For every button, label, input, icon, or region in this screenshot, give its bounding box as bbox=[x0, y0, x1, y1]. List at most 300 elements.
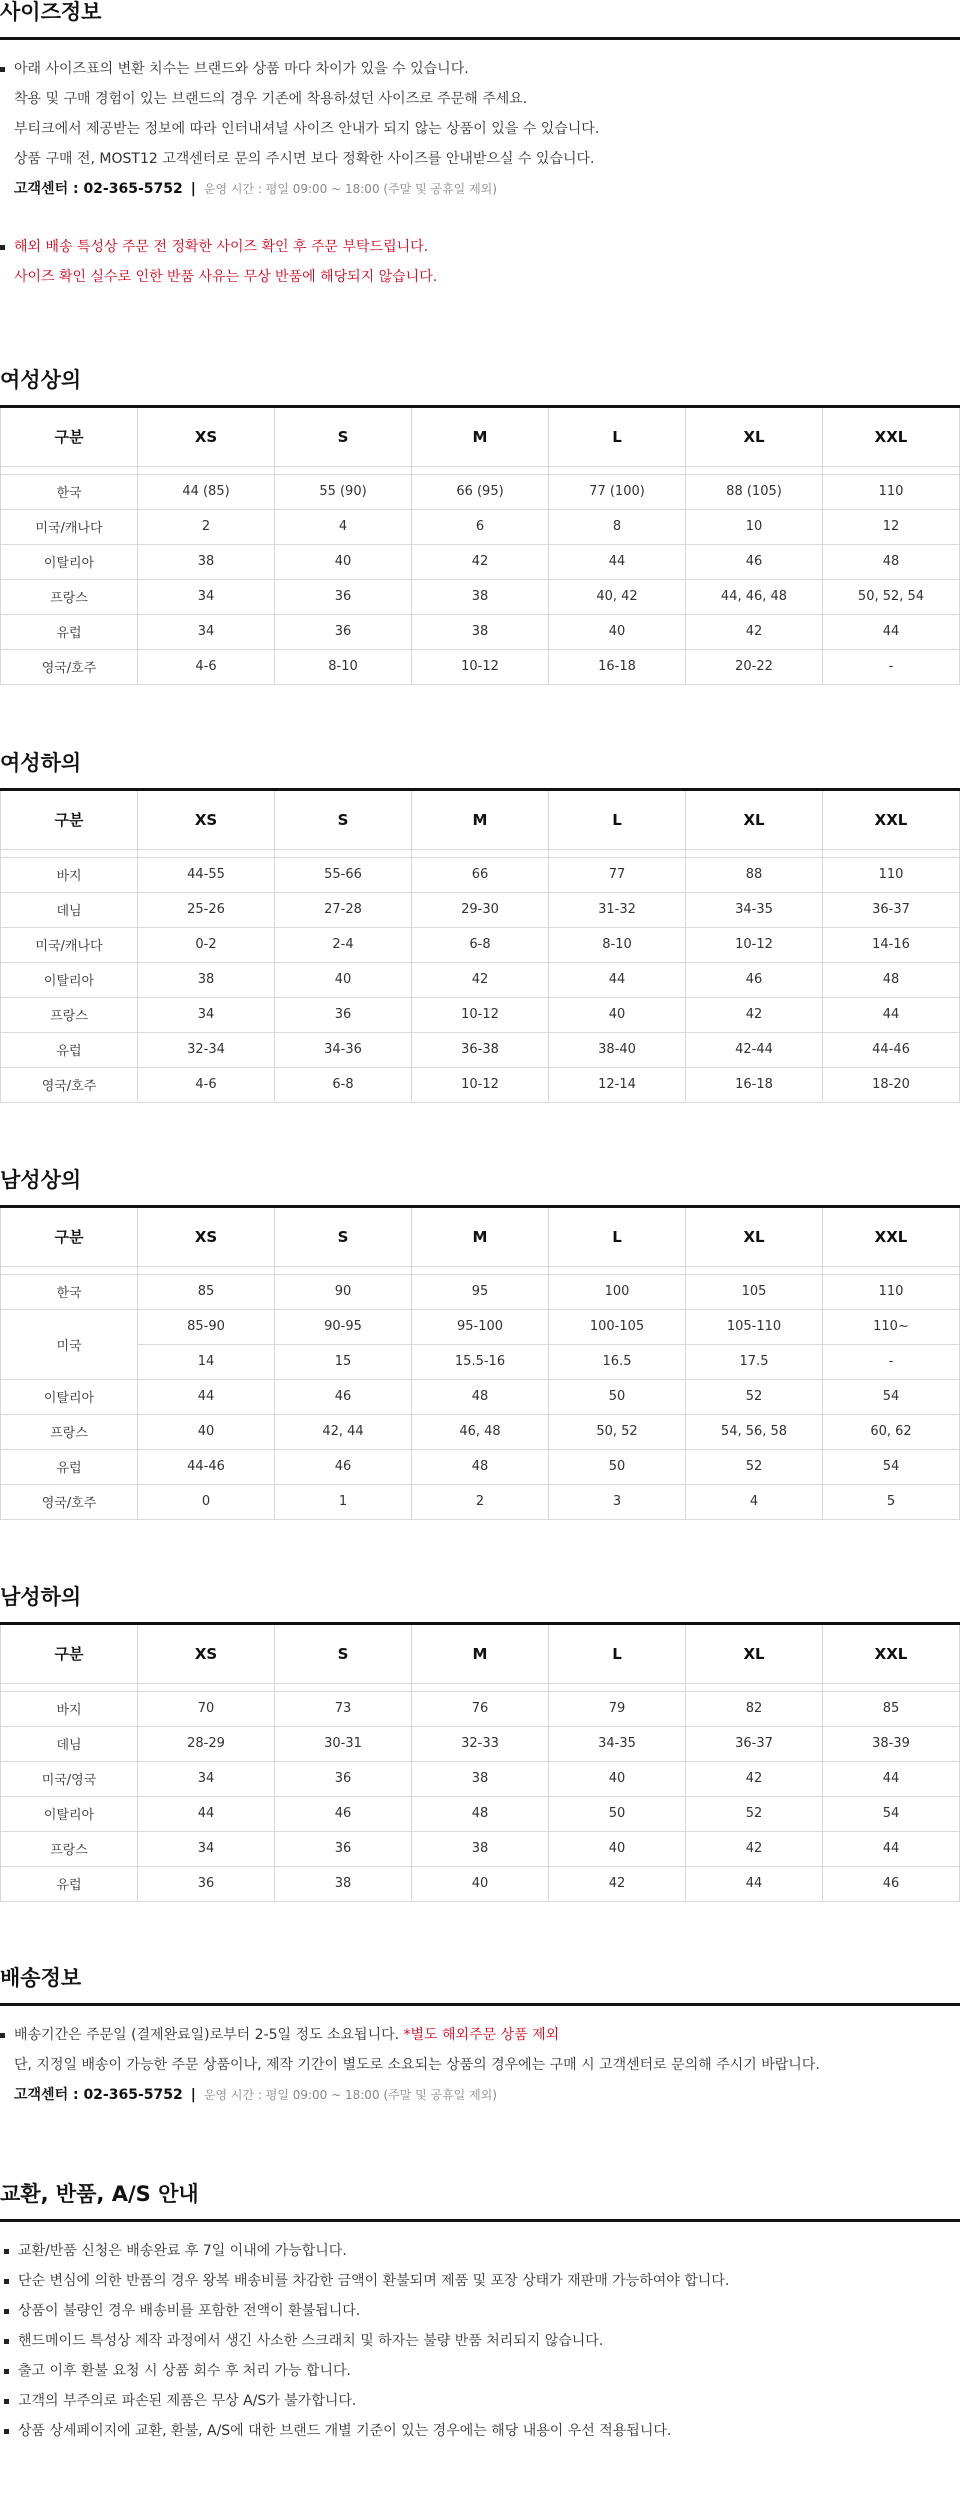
spacer-cell bbox=[138, 1266, 275, 1274]
size-cell: 48 bbox=[823, 544, 960, 579]
size-cell: 40 bbox=[138, 1414, 275, 1449]
table-row bbox=[1, 1761, 960, 1796]
size-cell: 10-12 bbox=[412, 649, 549, 684]
operating-hours: 운영 시간 : 평일 09:00 ~ 18:00 (주말 및 공휴일 제외) bbox=[203, 2088, 497, 2103]
size-cell: 48 bbox=[412, 1379, 549, 1414]
shipping-period-text: 배송기간은 주문일 (결제완료일)로부터 2-5일 정도 소요됩니다. bbox=[14, 2027, 400, 2044]
size-cell: 44 bbox=[138, 1379, 275, 1414]
returns-title: 교환, 반품, A/S 안내 bbox=[0, 2182, 960, 2222]
size-cell: 38 bbox=[275, 1866, 412, 1901]
size-cell: 4-6 bbox=[138, 1067, 275, 1102]
size-cell: 34 bbox=[138, 614, 275, 649]
row-label-cell: 프랑스 bbox=[1, 1831, 138, 1866]
column-header-category: 구분 bbox=[1, 1625, 138, 1683]
row-label-cell: 프랑스 bbox=[1, 579, 138, 614]
size-cell: 42 bbox=[686, 997, 823, 1032]
table-header-row bbox=[1, 791, 960, 849]
size-cell: 18-20 bbox=[823, 1067, 960, 1102]
size-cell: 42 bbox=[412, 544, 549, 579]
size-cell: 38-40 bbox=[549, 1032, 686, 1067]
size-cell: 34 bbox=[138, 579, 275, 614]
row-label-cell: 한국 bbox=[1, 1274, 138, 1309]
returns-item: 단순 변심에 의한 반품의 경우 왕복 배송비를 차감한 금액이 환불되며 제품 및 포장 상태가 재판매 가능하여야 합니다. bbox=[0, 2266, 960, 2296]
spacer-cell bbox=[275, 466, 412, 474]
row-label-cell: 바지 bbox=[1, 857, 138, 892]
size-cell: 105 bbox=[686, 1274, 823, 1309]
size-cell: 52 bbox=[686, 1449, 823, 1484]
size-cell: 6-8 bbox=[412, 927, 549, 962]
shipping-section bbox=[0, 1966, 960, 2110]
size-cell: 79 bbox=[549, 1691, 686, 1726]
size-cell: 44 bbox=[823, 1831, 960, 1866]
women-top-section bbox=[0, 368, 960, 685]
spacer-cell bbox=[549, 849, 686, 857]
table-header-row bbox=[1, 408, 960, 466]
size-info-section bbox=[0, 0, 960, 292]
size-cell: 36-37 bbox=[823, 892, 960, 927]
table-row bbox=[1, 1484, 960, 1519]
size-cell: 110 bbox=[823, 857, 960, 892]
row-label-cell: 이탈리아 bbox=[1, 544, 138, 579]
size-cell: 32-33 bbox=[412, 1726, 549, 1761]
size-cell: 34-35 bbox=[686, 892, 823, 927]
size-cell: 44 bbox=[686, 1866, 823, 1901]
row-label-cell: 이탈리아 bbox=[1, 962, 138, 997]
size-cell: 50 bbox=[549, 1796, 686, 1831]
women-bottom-title: 여성하의 bbox=[0, 751, 960, 791]
size-cell: 36-38 bbox=[412, 1032, 549, 1067]
size-cell: 12-14 bbox=[549, 1067, 686, 1102]
column-header-size: XXL bbox=[823, 1625, 960, 1683]
shipping-line: 단, 지정일 배송이 가능한 주문 상품이나, 제작 기간이 별도로 소요되는 상품의 경우에는 구매 시 고객센터로 문의해 주시기 바랍니다. bbox=[14, 2057, 820, 2074]
spacer-cell bbox=[549, 466, 686, 474]
size-cell: 110 bbox=[823, 1274, 960, 1309]
customer-center-phone: 고객센터 : 02-365-5752 bbox=[14, 181, 183, 198]
size-cell: 40 bbox=[412, 1866, 549, 1901]
row-label-cell: 유럽 bbox=[1, 1032, 138, 1067]
size-cell: 70 bbox=[138, 1691, 275, 1726]
men-top-title: 남성상의 bbox=[0, 1168, 960, 1208]
spacer-cell bbox=[686, 466, 823, 474]
men-bottom-title: 남성하의 bbox=[0, 1585, 960, 1625]
size-cell: 54 bbox=[823, 1796, 960, 1831]
size-cell: - bbox=[823, 1344, 960, 1379]
size-cell: 36 bbox=[275, 997, 412, 1032]
column-header-category: 구분 bbox=[1, 408, 138, 466]
size-cell: 40 bbox=[275, 962, 412, 997]
size-cell: 28-29 bbox=[138, 1726, 275, 1761]
women-top-table bbox=[0, 408, 960, 685]
column-header-size: XS bbox=[138, 1208, 275, 1266]
size-cell: 44 bbox=[549, 962, 686, 997]
spacer-cell bbox=[1, 1683, 138, 1691]
size-cell: 5 bbox=[823, 1484, 960, 1519]
row-label-cell: 프랑스 bbox=[1, 997, 138, 1032]
size-cell: 8-10 bbox=[275, 649, 412, 684]
size-cell: 50, 52 bbox=[549, 1414, 686, 1449]
row-label-cell: 프랑스 bbox=[1, 1414, 138, 1449]
size-cell: 8-10 bbox=[549, 927, 686, 962]
size-cell: 38 bbox=[412, 1831, 549, 1866]
size-cell: 85 bbox=[138, 1274, 275, 1309]
column-header-size: XL bbox=[686, 1208, 823, 1266]
size-cell: 42 bbox=[686, 1761, 823, 1796]
size-info-line: 부티크에서 제공받는 정보에 따라 인터내셔널 사이즈 안내가 되지 않는 상품이 있을 수 있습니다. bbox=[14, 121, 600, 138]
column-header-size: XXL bbox=[823, 1208, 960, 1266]
size-cell: 17.5 bbox=[686, 1344, 823, 1379]
row-label-cell: 유럽 bbox=[1, 1866, 138, 1901]
size-cell: 44-46 bbox=[138, 1449, 275, 1484]
size-cell: 42, 44 bbox=[275, 1414, 412, 1449]
row-label-cell: 미국/캐나다 bbox=[1, 927, 138, 962]
size-cell: 44 bbox=[823, 1761, 960, 1796]
column-header-size: XS bbox=[138, 1625, 275, 1683]
table-row bbox=[1, 1414, 960, 1449]
table-row bbox=[1, 1691, 960, 1726]
table-row bbox=[1, 1274, 960, 1309]
size-cell: 85-90 bbox=[138, 1309, 275, 1344]
size-cell: 38 bbox=[138, 544, 275, 579]
size-cell: 25-26 bbox=[138, 892, 275, 927]
size-cell: 46 bbox=[686, 544, 823, 579]
size-cell: 40 bbox=[549, 997, 686, 1032]
column-header-size: M bbox=[412, 408, 549, 466]
size-cell: 44 bbox=[823, 614, 960, 649]
row-label-cell: 영국/호주 bbox=[1, 1067, 138, 1102]
size-cell: 54 bbox=[823, 1449, 960, 1484]
size-cell: 54, 56, 58 bbox=[686, 1414, 823, 1449]
table-row bbox=[1, 1379, 960, 1414]
size-cell: 40 bbox=[549, 1761, 686, 1796]
women-bottom-section bbox=[0, 751, 960, 1103]
table-row bbox=[1, 1309, 960, 1344]
size-cell: 3 bbox=[549, 1484, 686, 1519]
size-cell: 38 bbox=[412, 579, 549, 614]
column-header-size: L bbox=[549, 1208, 686, 1266]
size-cell: 44-55 bbox=[138, 857, 275, 892]
spacer-cell bbox=[275, 1683, 412, 1691]
size-cell: 90-95 bbox=[275, 1309, 412, 1344]
size-cell: 36 bbox=[275, 1761, 412, 1796]
size-cell: 10 bbox=[686, 509, 823, 544]
size-warning: 해외 배송 특성상 주문 전 정확한 사이즈 확인 후 주문 부탁드립니다. bbox=[0, 232, 960, 262]
column-header-size: S bbox=[275, 1625, 412, 1683]
shipping-title: 배송정보 bbox=[0, 1966, 960, 2006]
size-cell: 95-100 bbox=[412, 1309, 549, 1344]
returns-item: 상품이 불량인 경우 배송비를 포함한 전액이 환불됩니다. bbox=[0, 2296, 960, 2326]
spacer-cell bbox=[412, 1683, 549, 1691]
column-header-size: XL bbox=[686, 408, 823, 466]
size-cell: 66 bbox=[412, 857, 549, 892]
table-row bbox=[1, 1032, 960, 1067]
separator: | bbox=[190, 181, 196, 198]
size-cell: 46 bbox=[275, 1449, 412, 1484]
size-cell: 110 bbox=[823, 474, 960, 509]
size-cell: 10-12 bbox=[412, 1067, 549, 1102]
size-cell: 14 bbox=[138, 1344, 275, 1379]
size-cell: 6 bbox=[412, 509, 549, 544]
size-cell: 4 bbox=[686, 1484, 823, 1519]
spacer-cell bbox=[1, 466, 138, 474]
table-row bbox=[1, 1796, 960, 1831]
size-cell: 42 bbox=[549, 1866, 686, 1901]
size-cell: 44 (85) bbox=[138, 474, 275, 509]
size-cell: 48 bbox=[823, 962, 960, 997]
customer-center-phone: 고객센터 : 02-365-5752 bbox=[14, 2087, 183, 2104]
size-cell: 34 bbox=[138, 1761, 275, 1796]
column-header-size: M bbox=[412, 1625, 549, 1683]
table-row bbox=[1, 927, 960, 962]
size-cell: 2 bbox=[138, 509, 275, 544]
size-cell: 52 bbox=[686, 1796, 823, 1831]
spacer-row bbox=[1, 1683, 960, 1691]
size-cell: 34 bbox=[138, 1831, 275, 1866]
size-cell: 34-35 bbox=[549, 1726, 686, 1761]
spacer-cell bbox=[1, 1266, 138, 1274]
size-cell: 44-46 bbox=[823, 1032, 960, 1067]
returns-item: 핸드메이드 특성상 제작 과정에서 생긴 사소한 스크래치 및 하자는 불량 반품 처리되지 않습니다. bbox=[0, 2326, 960, 2356]
operating-hours: 운영 시간 : 평일 09:00 ~ 18:00 (주말 및 공휴일 제외) bbox=[203, 182, 497, 197]
size-cell: 2-4 bbox=[275, 927, 412, 962]
size-warning: 사이즈 확인 실수로 인한 반품 사유는 무상 반품에 해당되지 않습니다. bbox=[14, 269, 438, 286]
size-cell: 85 bbox=[823, 1691, 960, 1726]
size-cell: 46, 48 bbox=[412, 1414, 549, 1449]
size-cell: 54 bbox=[823, 1379, 960, 1414]
size-cell: 60, 62 bbox=[823, 1414, 960, 1449]
men-top-table bbox=[0, 1208, 960, 1520]
size-cell: 46 bbox=[823, 1866, 960, 1901]
size-cell: 36 bbox=[275, 614, 412, 649]
table-row bbox=[1, 857, 960, 892]
size-cell: 15.5-16 bbox=[412, 1344, 549, 1379]
returns-section bbox=[0, 2182, 960, 2446]
table-row bbox=[1, 649, 960, 684]
size-cell: - bbox=[823, 649, 960, 684]
spacer-cell bbox=[275, 849, 412, 857]
table-header-row bbox=[1, 1625, 960, 1683]
column-header-size: XL bbox=[686, 1625, 823, 1683]
spacer-cell bbox=[412, 1266, 549, 1274]
row-label-cell: 미국/영국 bbox=[1, 1761, 138, 1796]
size-cell: 100 bbox=[549, 1274, 686, 1309]
table-row bbox=[1, 1831, 960, 1866]
column-header-size: S bbox=[275, 791, 412, 849]
spacer-cell bbox=[823, 1266, 960, 1274]
spacer-cell bbox=[275, 1266, 412, 1274]
size-cell: 34-36 bbox=[275, 1032, 412, 1067]
table-row bbox=[1, 1866, 960, 1901]
size-cell: 44 bbox=[823, 997, 960, 1032]
size-cell: 100-105 bbox=[549, 1309, 686, 1344]
spacer-row bbox=[1, 466, 960, 474]
size-info-line: 아래 사이즈표의 변환 치수는 브랜드와 상품 마다 차이가 있을 수 있습니다. bbox=[0, 54, 960, 84]
men-bottom-table bbox=[0, 1625, 960, 1902]
size-cell: 82 bbox=[686, 1691, 823, 1726]
size-cell: 2 bbox=[412, 1484, 549, 1519]
separator: | bbox=[190, 2087, 196, 2104]
table-row bbox=[1, 962, 960, 997]
table-row bbox=[1, 509, 960, 544]
size-cell: 38 bbox=[412, 614, 549, 649]
size-cell: 88 (105) bbox=[686, 474, 823, 509]
returns-item: 고객의 부주의로 파손된 제품은 무상 A/S가 불가합니다. bbox=[0, 2386, 960, 2416]
column-header-size: XXL bbox=[823, 408, 960, 466]
size-cell: 38 bbox=[138, 962, 275, 997]
size-cell: 55-66 bbox=[275, 857, 412, 892]
size-cell: 88 bbox=[686, 857, 823, 892]
table-header-row bbox=[1, 1208, 960, 1266]
size-cell: 110~ bbox=[823, 1309, 960, 1344]
customer-center-line bbox=[0, 174, 960, 204]
size-cell: 38-39 bbox=[823, 1726, 960, 1761]
row-label-cell: 이탈리아 bbox=[1, 1796, 138, 1831]
size-cell: 66 (95) bbox=[412, 474, 549, 509]
table-row bbox=[1, 544, 960, 579]
size-cell: 29-30 bbox=[412, 892, 549, 927]
column-header-size: L bbox=[549, 791, 686, 849]
men-top-section bbox=[0, 1168, 960, 1520]
size-cell: 42 bbox=[412, 962, 549, 997]
size-cell: 76 bbox=[412, 1691, 549, 1726]
size-cell: 42 bbox=[686, 1831, 823, 1866]
size-cell: 34 bbox=[138, 997, 275, 1032]
size-cell: 73 bbox=[275, 1691, 412, 1726]
size-cell: 12 bbox=[823, 509, 960, 544]
row-label-cell: 데님 bbox=[1, 1726, 138, 1761]
column-header-category: 구분 bbox=[1, 791, 138, 849]
size-info-notes bbox=[0, 40, 960, 292]
column-header-size: L bbox=[549, 1625, 686, 1683]
spacer-cell bbox=[549, 1266, 686, 1274]
size-cell: 46 bbox=[275, 1379, 412, 1414]
spacer-cell bbox=[138, 1683, 275, 1691]
returns-item: 상품 상세페이지에 교환, 환불, A/S에 대한 브랜드 개별 기준이 있는 경우에는 해당 내용이 우선 적용됩니다. bbox=[0, 2416, 960, 2446]
size-info-line: 상품 구매 전, MOST12 고객센터로 문의 주시면 보다 정확한 사이즈를 안내받으실 수 있습니다. bbox=[14, 151, 595, 168]
size-cell: 50, 52, 54 bbox=[823, 579, 960, 614]
size-cell: 30-31 bbox=[275, 1726, 412, 1761]
returns-list bbox=[0, 2222, 960, 2446]
table-row bbox=[1, 614, 960, 649]
spacer-cell bbox=[823, 849, 960, 857]
size-cell: 46 bbox=[686, 962, 823, 997]
size-cell: 36-37 bbox=[686, 1726, 823, 1761]
size-cell: 10-12 bbox=[686, 927, 823, 962]
spacer-cell bbox=[686, 1683, 823, 1691]
size-cell: 4-6 bbox=[138, 649, 275, 684]
table-row bbox=[1, 1449, 960, 1484]
row-label-cell: 영국/호주 bbox=[1, 1484, 138, 1519]
size-cell: 50 bbox=[549, 1379, 686, 1414]
column-header-size: XXL bbox=[823, 791, 960, 849]
size-cell: 14-16 bbox=[823, 927, 960, 962]
size-cell: 52 bbox=[686, 1379, 823, 1414]
spacer-cell bbox=[1, 849, 138, 857]
column-header-size: XL bbox=[686, 791, 823, 849]
returns-item: 교환/반품 신청은 배송완료 후 7일 이내에 가능합니다. bbox=[0, 2236, 960, 2266]
size-cell: 16-18 bbox=[686, 1067, 823, 1102]
column-header-size: M bbox=[412, 1208, 549, 1266]
column-header-size: XS bbox=[138, 408, 275, 466]
size-cell: 16-18 bbox=[549, 649, 686, 684]
row-label-cell: 바지 bbox=[1, 1691, 138, 1726]
row-label-cell: 이탈리아 bbox=[1, 1379, 138, 1414]
size-cell: 40 bbox=[549, 614, 686, 649]
column-header-category: 구분 bbox=[1, 1208, 138, 1266]
table-row bbox=[1, 474, 960, 509]
size-cell: 6-8 bbox=[275, 1067, 412, 1102]
table-row bbox=[1, 1344, 960, 1379]
size-cell: 16.5 bbox=[549, 1344, 686, 1379]
size-cell: 44 bbox=[549, 544, 686, 579]
size-cell: 20-22 bbox=[686, 649, 823, 684]
size-cell: 0 bbox=[138, 1484, 275, 1519]
size-cell: 44 bbox=[138, 1796, 275, 1831]
row-label-cell: 영국/호주 bbox=[1, 649, 138, 684]
shipping-exception-note: *별도 해외주문 상품 제외 bbox=[403, 2027, 560, 2044]
size-cell: 44, 46, 48 bbox=[686, 579, 823, 614]
row-label-cell: 한국 bbox=[1, 474, 138, 509]
size-cell: 32-34 bbox=[138, 1032, 275, 1067]
column-header-size: M bbox=[412, 791, 549, 849]
table-row bbox=[1, 579, 960, 614]
women-bottom-table bbox=[0, 791, 960, 1103]
size-cell: 40, 42 bbox=[549, 579, 686, 614]
size-cell: 42-44 bbox=[686, 1032, 823, 1067]
row-label-cell: 유럽 bbox=[1, 614, 138, 649]
size-cell: 90 bbox=[275, 1274, 412, 1309]
spacer-cell bbox=[412, 849, 549, 857]
size-cell: 95 bbox=[412, 1274, 549, 1309]
shipping-notes bbox=[0, 2006, 960, 2110]
spacer-cell bbox=[686, 1266, 823, 1274]
size-cell: 50 bbox=[549, 1449, 686, 1484]
spacer-row bbox=[1, 849, 960, 857]
table-row bbox=[1, 892, 960, 927]
column-header-size: XS bbox=[138, 791, 275, 849]
row-label-cell: 데님 bbox=[1, 892, 138, 927]
size-info-title: 사이즈정보 bbox=[0, 0, 960, 40]
size-cell: 46 bbox=[275, 1796, 412, 1831]
size-cell: 105-110 bbox=[686, 1309, 823, 1344]
size-cell: 15 bbox=[275, 1344, 412, 1379]
table-row bbox=[1, 1726, 960, 1761]
size-cell: 8 bbox=[549, 509, 686, 544]
size-cell: 77 bbox=[549, 857, 686, 892]
returns-item: 출고 이후 환불 요청 시 상품 회수 후 처리 가능 합니다. bbox=[0, 2356, 960, 2386]
shipping-line bbox=[0, 2020, 960, 2050]
column-header-size: S bbox=[275, 408, 412, 466]
size-cell: 48 bbox=[412, 1449, 549, 1484]
row-label-cell: 유럽 bbox=[1, 1449, 138, 1484]
size-cell: 40 bbox=[549, 1831, 686, 1866]
size-cell: 27-28 bbox=[275, 892, 412, 927]
size-info-line: 착용 및 구매 경험이 있는 브랜드의 경우 기존에 착용하셨던 사이즈로 주문해 주세요. bbox=[14, 91, 528, 108]
spacer-cell bbox=[549, 1683, 686, 1691]
size-cell: 36 bbox=[275, 1831, 412, 1866]
row-label-cell: 미국 bbox=[1, 1309, 138, 1379]
size-cell: 4 bbox=[275, 509, 412, 544]
spacer-cell bbox=[412, 466, 549, 474]
size-cell: 38 bbox=[412, 1761, 549, 1796]
column-header-size: L bbox=[549, 408, 686, 466]
spacer-cell bbox=[823, 1683, 960, 1691]
size-cell: 0-2 bbox=[138, 927, 275, 962]
table-row bbox=[1, 1067, 960, 1102]
size-cell: 48 bbox=[412, 1796, 549, 1831]
size-cell: 10-12 bbox=[412, 997, 549, 1032]
row-label-cell: 미국/캐나다 bbox=[1, 509, 138, 544]
spacer-cell bbox=[138, 466, 275, 474]
